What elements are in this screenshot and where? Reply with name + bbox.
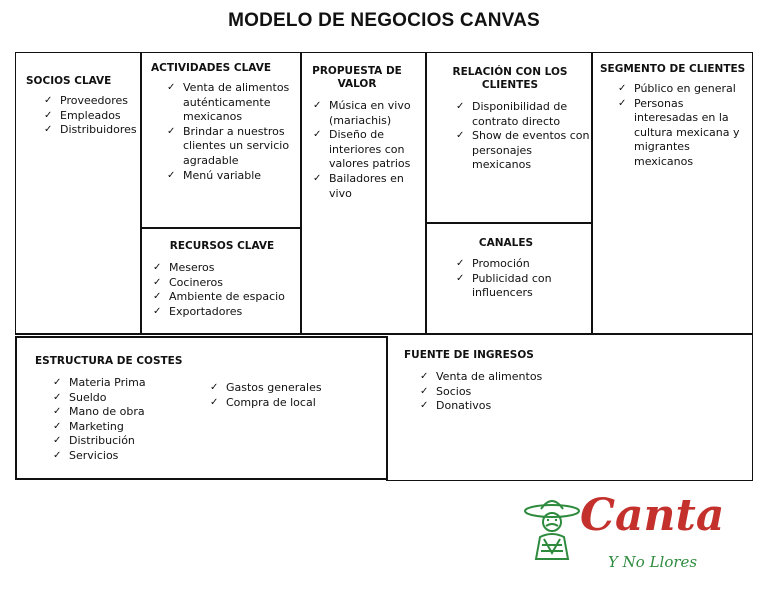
list-item: ✓ Socios [420,385,640,400]
list-item: ✓ Distribuidores [44,123,142,138]
actividades-clave-list [167,81,297,183]
fuente-ingresos-list [420,370,640,414]
estructura-costes-col1-wrapper [53,376,203,462]
list-item: ✓ Promoción [456,257,590,272]
list-item: ✓ Marketing [53,420,203,435]
recursos-clave-list [153,261,303,319]
list-item: ✓ Show de eventos con personajes mexicanos [456,129,590,173]
segmento-clientes-list [618,82,750,170]
recursos-clave-heading: RECURSOS CLAVE [169,240,275,252]
list-item: ✓ Gastos generales [210,381,380,396]
propuesta-valor-heading [301,65,413,91]
estructura-costes-heading: ESTRUCTURA DE COSTES [35,355,183,367]
list-item: ✓ Proveedores [44,94,142,109]
relacion-clientes-panel [425,52,593,224]
propuesta-valor-heading-line1: PROPUESTA DE [312,65,402,77]
socios-clave-panel [15,52,142,335]
segmento-clientes-heading: SEGMENTO DE CLIENTES [600,63,746,75]
list-item: ✓ Brindar a nuestros clientes un servicio agradable [167,125,297,169]
list-item: ✓ Sueldo [53,391,203,406]
page-title: MODELO DE NEGOCIOS CANVAS [228,10,540,31]
canta-logo [514,490,725,586]
list-item: ✓ Menú variable [167,169,297,184]
canales-heading: CANALES [478,237,534,249]
mariachi-icon [522,495,582,565]
socios-clave-heading: SOCIOS CLAVE [26,75,112,87]
list-item: ✓ Disponibilidad de contrato directo [456,100,590,129]
relacion-clientes-heading-line1: RELACIÓN CON LOS [452,66,568,78]
propuesta-valor-heading-line2: VALOR [337,78,377,90]
list-item: ✓ Público en general [618,82,750,97]
list-item: ✓ Diseño de interiores con valores patrios [313,128,425,172]
list-item: ✓ Publicidad con influencers [456,272,590,301]
fuente-ingresos-heading: FUENTE DE INGRESOS [404,349,534,361]
list-item: ✓ Mano de obra [53,405,203,420]
propuesta-valor-panel [300,52,427,335]
logo-name: Canta [580,490,725,541]
list-item: ✓ Servicios [53,449,203,464]
list-item: ✓ Venta de alimentos [420,370,640,385]
estructura-costes-col1 [53,376,203,464]
socios-clave-list [44,94,142,138]
list-item: ✓ Meseros [153,261,303,276]
list-item: ✓ Personas interesadas en la cultura mexicana y migrantes mexicanos [618,97,750,170]
relacion-clientes-heading [426,66,594,92]
actividades-clave-heading: ACTIVIDADES CLAVE [151,62,271,74]
canales-panel [425,222,593,335]
propuesta-valor-list [313,99,425,201]
list-item: ✓ Ambiente de espacio [153,290,303,305]
list-item: ✓ Venta de alimentos auténticamente mexicanos [167,81,297,125]
logo-tagline: Y No Llores [608,553,698,571]
fuente-ingresos-panel [386,333,753,481]
list-item: ✓ Distribución [53,434,203,449]
list-item: ✓ Donativos [420,399,640,414]
relacion-clientes-heading-line2: CLIENTES [481,79,539,91]
segmento-clientes-panel [591,52,753,335]
list-item: ✓ Materia Prima [53,376,203,391]
estructura-costes-panel [15,336,388,480]
recursos-clave-panel [140,227,302,335]
estructura-costes-col2 [210,381,380,410]
list-item: ✓ Compra de local [210,396,380,411]
list-item: ✓ Música en vivo (mariachis) [313,99,425,128]
list-item: ✓ Empleados [44,109,142,124]
relacion-clientes-list [456,100,590,173]
list-item: ✓ Cocineros [153,276,303,291]
actividades-clave-panel [140,52,302,229]
canales-list [456,257,590,301]
list-item: ✓ Exportadores [153,305,303,320]
list-item: ✓ Bailadores en vivo [313,172,425,201]
